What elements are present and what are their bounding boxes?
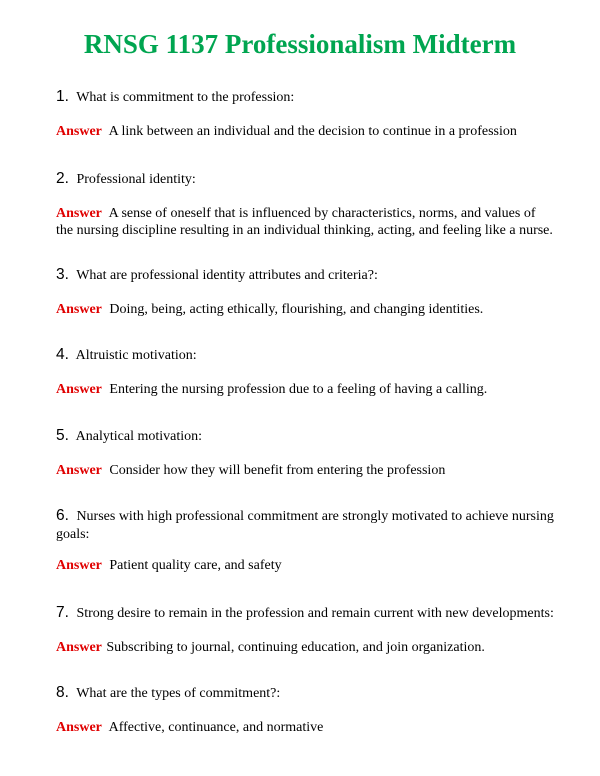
- answer-8: [56, 719, 556, 736]
- question-text: Nurses with high professional commitment are strongly motivated to achieve nursing goals:: [56, 509, 554, 542]
- question-text: Professional identity:: [76, 172, 196, 187]
- question-number: 4.: [56, 346, 69, 363]
- qa-item-3: [56, 266, 556, 318]
- answer-7: [56, 639, 556, 656]
- answer-5: [56, 462, 556, 479]
- question-number: 5.: [56, 427, 69, 444]
- answer-label: Answer: [56, 124, 102, 139]
- question-number: 8.: [56, 684, 69, 701]
- question-text: Strong desire to remain in the profession and remain current with new developments:: [76, 606, 554, 621]
- qa-item-6: [56, 507, 556, 574]
- answer-1: [56, 123, 556, 140]
- answer-label: Answer: [56, 382, 102, 397]
- answer-4: [56, 381, 556, 398]
- answer-text: A link between an individual and the decision to continue in a profession: [108, 124, 517, 139]
- question-number: 1.: [56, 88, 69, 105]
- question-6: [56, 507, 556, 544]
- answer-label: Answer: [56, 302, 102, 317]
- question-4: [56, 346, 556, 365]
- answer-3: [56, 301, 556, 318]
- question-2: [56, 170, 556, 189]
- answer-text: Entering the nursing profession due to a feeling of having a calling.: [109, 382, 488, 397]
- answer-text: Doing, being, acting ethically, flourishing, and changing identities.: [109, 302, 484, 317]
- question-5: [56, 427, 556, 446]
- question-8: [56, 684, 556, 703]
- question-number: 2.: [56, 170, 69, 187]
- question-text: Altruistic motivation:: [75, 348, 197, 363]
- answer-label: Answer: [56, 206, 102, 221]
- question-3: [56, 266, 556, 285]
- qa-item-1: [56, 88, 556, 140]
- qa-item-4: [56, 346, 556, 398]
- question-number: 3.: [56, 266, 69, 283]
- qa-item-8: [56, 684, 556, 736]
- question-text: Analytical motivation:: [75, 429, 203, 444]
- answer-label: Answer: [56, 720, 102, 735]
- answer-label: Answer: [56, 640, 102, 655]
- answer-6: [56, 557, 556, 574]
- qa-item-5: [56, 427, 556, 479]
- qa-item-7: [56, 604, 556, 656]
- answer-text: A sense of oneself that is influenced by characteristics, norms, and values of the nursing discipline resulting in an individual thinking, acting, and feeling like a nurse.: [56, 206, 553, 238]
- answer-label: Answer: [56, 558, 102, 573]
- qa-item-2: [56, 170, 556, 239]
- question-1: [56, 88, 556, 107]
- question-text: What are the types of commitment?:: [76, 686, 281, 701]
- question-text: What are professional identity attributes and criteria?:: [76, 268, 378, 283]
- question-text: What is commitment to the profession:: [76, 90, 295, 105]
- answer-2: [56, 205, 556, 239]
- question-number: 6.: [56, 507, 69, 524]
- question-number: 7.: [56, 604, 69, 621]
- answer-text: Patient quality care, and safety: [109, 558, 282, 573]
- answer-text: Subscribing to journal, continuing education, and join organization.: [106, 640, 485, 655]
- answer-text: Affective, continuance, and normative: [108, 720, 324, 735]
- answer-text: Consider how they will benefit from entering the profession: [109, 463, 446, 478]
- answer-label: Answer: [56, 463, 102, 478]
- document-title: RNSG 1137 Professionalism Midterm: [83, 29, 517, 59]
- question-7: [56, 604, 556, 623]
